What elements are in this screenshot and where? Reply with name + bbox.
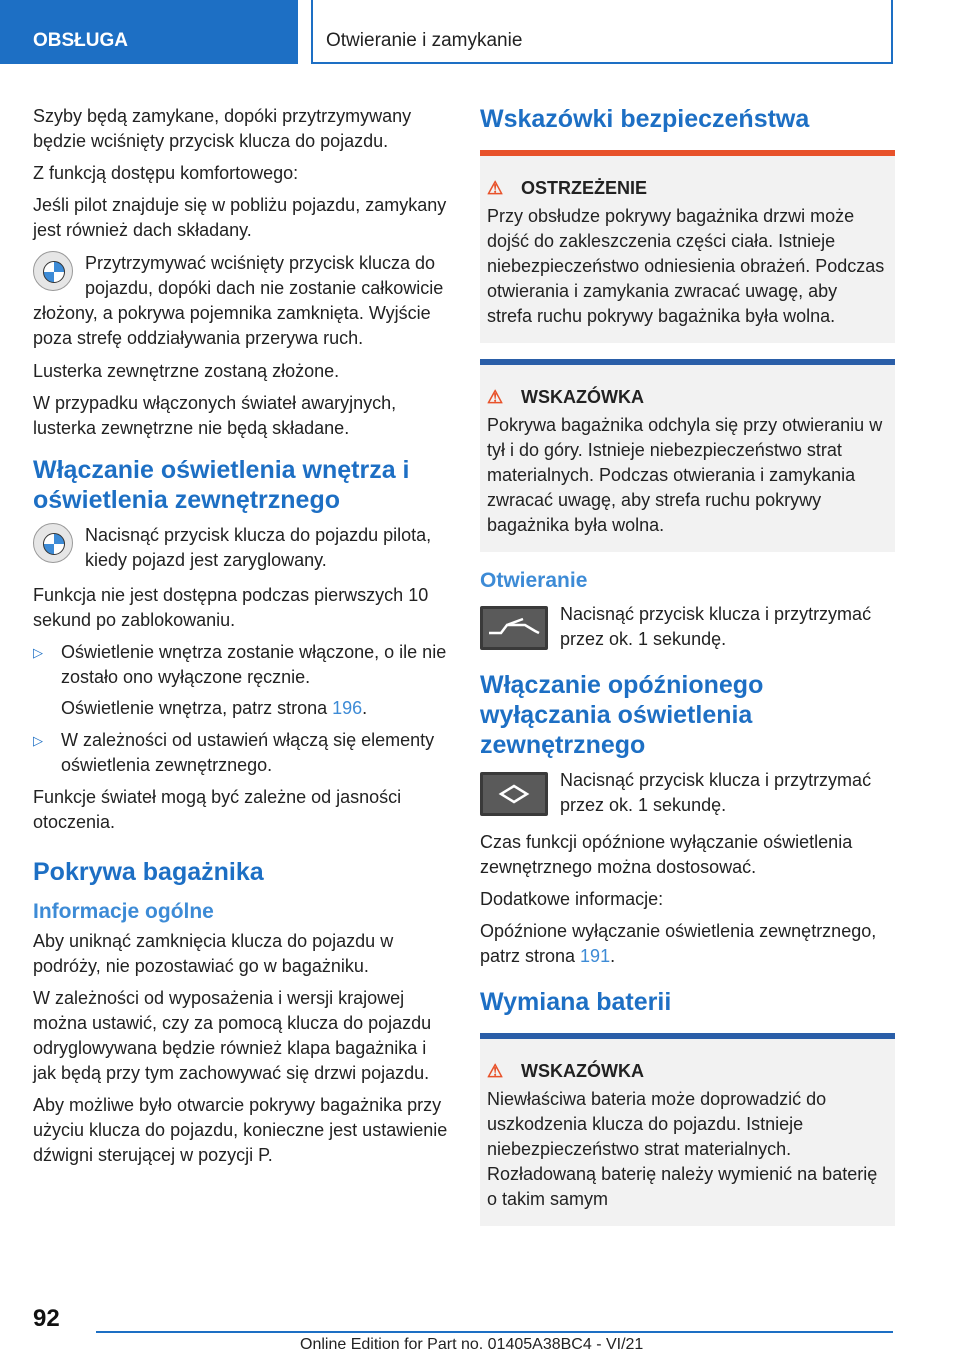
triangle-bullet-icon: ▷ <box>33 733 43 748</box>
note-title: ⚠ WSKAZÓWKA <box>487 1061 644 1081</box>
list-item: ▷ W zależności od ustawień włączą się elementy oświetlenia zewnętrznego. <box>33 730 435 775</box>
warning-triangle-icon: ⚠ <box>487 387 504 407</box>
note-text: Pokrywa bagażnika odchyla się przy otwieraniu w tył i do góry. Istnieje niebezpieczeństwo strat materialnych. Podczas otwierania i zamykania zwracać uwagę, aby strefa ruchu pokrywy bagażnika była wolna. <box>487 415 883 535</box>
chapter-title: Otwieranie i zamykanie <box>326 30 523 51</box>
heading-delayed-lighting: Włączanie opóźnionego wyłączania oświetlenia zewnętrznego <box>480 671 764 759</box>
section-title: OBSŁUGA <box>33 30 128 51</box>
paragraph: Aby możliwe było otwarcie pokrywy bagażnika przy użyciu klucza do pojazdu, konieczne jest ustawienie dźwigni sterującej w pozycji P. <box>33 1095 448 1165</box>
paragraph: Czas funkcji opóźnione wyłączanie oświetlenia zewnętrznego można dostosować. <box>480 832 853 877</box>
warning-triangle-icon: ⚠ <box>487 1061 504 1081</box>
key-instruction <box>480 602 895 652</box>
warning-box <box>480 150 895 343</box>
key-instruction-text: Nacisnąć przycisk klucza i przytrzymać przez ok. 1 sekundę. <box>560 770 872 815</box>
heading-opening: Otwieranie <box>480 569 588 592</box>
paragraph: Jeśli pilot znajduje się w pobliżu pojazdu, zamykany jest również dach składany. <box>33 195 447 240</box>
right-column <box>480 104 895 1242</box>
cross-reference: Oświetlenie wnętrza, patrz strona 196. <box>61 698 368 718</box>
section-tab <box>0 0 298 64</box>
heading-safety: Wskazówki bezpieczeństwa <box>480 105 810 133</box>
note-box <box>480 1033 895 1226</box>
paragraph: Dodatkowe informacje: <box>480 889 664 909</box>
light-button-icon <box>480 772 548 816</box>
page-link[interactable]: 191 <box>580 946 611 966</box>
heading-lighting: Włączanie oświetlenia wnętrza i oświetlenia zewnętrznego <box>33 456 410 514</box>
warning-title: ⚠ OSTRZEŻENIE <box>487 178 648 198</box>
key-fob-icon <box>33 523 73 563</box>
warning-triangle-icon: ⚠ <box>487 178 504 198</box>
footer-divider <box>96 1331 893 1333</box>
left-column <box>33 104 448 1175</box>
icon-paragraph <box>33 523 448 575</box>
page-number: 92 <box>33 1305 60 1332</box>
note-box <box>480 359 895 552</box>
paragraph: Aby uniknąć zamknięcia klucza do pojazdu w podróży, nie pozostawiać go w bagażniku. <box>33 931 394 976</box>
heading-trunk: Pokrywa bagażnika <box>33 858 264 886</box>
page-link[interactable]: 196 <box>332 698 363 718</box>
key-instruction <box>480 768 895 818</box>
heading-general-info: Informacje ogólne <box>33 900 214 923</box>
icon-paragraph-text: Nacisnąć przycisk klucza do pojazdu pilota, kiedy pojazd jest zaryglowany. <box>85 525 432 570</box>
paragraph: W przypadku włączonych świateł awaryjnych, lusterka zewnętrzne nie będą składane. <box>33 393 397 438</box>
icon-paragraph <box>33 251 448 351</box>
trunk-button-icon <box>480 606 548 650</box>
heading-battery: Wymiana baterii <box>480 988 672 1016</box>
paragraph: Funkcja nie jest dostępna podczas pierwszych 10 sekund po zablokowaniu. <box>33 585 429 630</box>
edition-text: Online Edition for Part no. 01405A38BC4 - VI/21 <box>300 1336 644 1353</box>
chapter-tab <box>311 0 893 64</box>
key-fob-icon <box>33 251 73 291</box>
paragraph: Z funkcją dostępu komfortowego: <box>33 163 299 183</box>
key-instruction-text: Nacisnąć przycisk klucza i przytrzymać przez ok. 1 sekundę. <box>560 604 872 649</box>
note-text: Niewłaściwa bateria może doprowadzić do uszkodzenia klucza do pojazdu. Istnieje niebezpieczeństwo strat materialnych. Rozładowaną baterię należy wymienić na baterię o takim samym <box>487 1089 878 1209</box>
paragraph: W zależności od wyposażenia i wersji krajowej można ustawić, czy za pomocą klucza do pojazdu odryglowywana będzie również klapa bagażnika i jak będą przy tym zachowywać się drzwi pojazdu. <box>33 988 432 1083</box>
bullet-list <box>33 640 448 778</box>
triangle-bullet-icon: ▷ <box>33 645 43 660</box>
cross-reference: Opóźnione wyłączanie oświetlenia zewnętrznego, patrz strona 191. <box>480 921 877 966</box>
icon-paragraph-text: Przytrzymywać wciśnięty przycisk klucza do pojazdu, dopóki dach nie zostanie całkowicie złożony, a pokrywa pojemnika zamknięta. Wyjście poza strefę oddziaływania przerywa ruch. <box>33 253 444 348</box>
paragraph: Funkcje świateł mogą być zależne od jasności otoczenia. <box>33 787 402 832</box>
paragraph: Lusterka zewnętrzne zostaną złożone. <box>33 361 340 381</box>
note-title: ⚠ WSKAZÓWKA <box>487 387 644 407</box>
list-item: ▷ Oświetlenie wnętrza zostanie włączone, o ile nie zostało ono wyłączone ręcznie. Oświetlenie wnętrza, patrz strona 196. <box>33 640 448 721</box>
warning-text: Przy obsłudze pokrywy bagażnika drzwi może dojść do zakleszczenia części ciała. Istnieje niebezpieczeństwo odniesienia obrażeń. Podczas otwierania i zamykania zwracać uwagę, aby strefa ruchu pokrywy bagażnika była wolna. <box>487 206 885 326</box>
paragraph: Szyby będą zamykane, dopóki przytrzymywany będzie wciśnięty przycisk klucza do pojazdu. <box>33 106 412 151</box>
